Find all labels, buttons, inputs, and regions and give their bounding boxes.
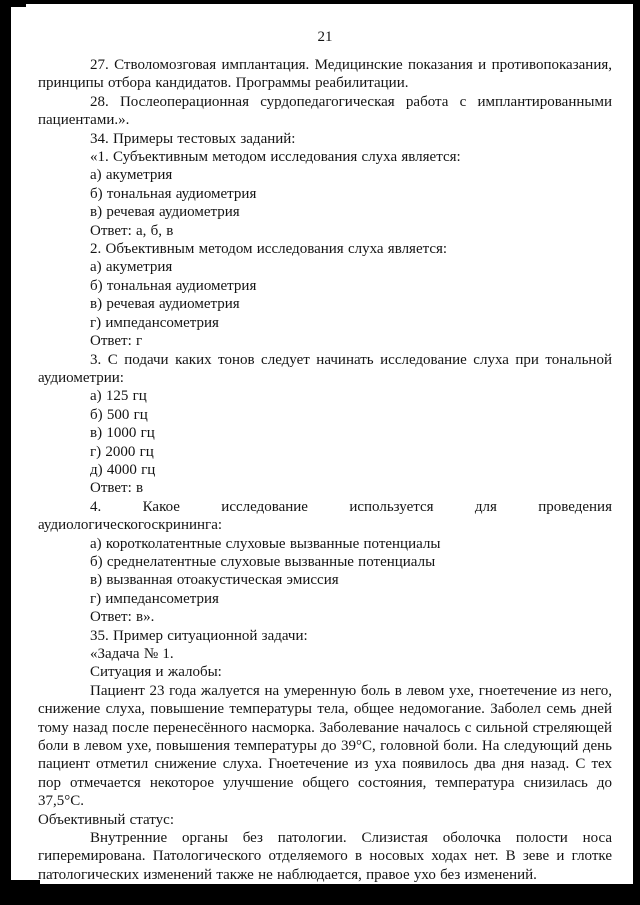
paragraph: б) тональная аудиометрия [90, 277, 257, 294]
paragraph: 34. Примеры тестовых заданий: [90, 130, 296, 147]
paragraph: 35. Пример ситуационной задачи: [90, 627, 308, 644]
paragraph: 27. Стволомозговая имплантация. Медицинские показания и противопоказания, принципы отбора кандидатов. Программы реабилитации. [38, 57, 612, 92]
paragraph: б) тональная аудиометрия [90, 185, 257, 202]
paragraph: Пациент 23 года жалуется на умеренную боль в левом ухе, гноетечение из него, снижение слуха, повышение температуры тела, общее недомогание. Заболел семь дней тому назад после перенесённого насморка. Заболевание началось с сильной стреляющей боли в левом ухе, повышения температуры до 39°С, головной боли. На следующий день пациент отметил снижение слуха. Гноетечение из уха появилось два дня назад. С тех пор отмечается некоторое улучшение общего состояния, температура снизилась до 37,5°С. [38, 682, 612, 810]
paragraph: 4. Какое исследование используется для проведения аудиологическогоскрининга: [38, 498, 612, 534]
scan-edge-top [0, 0, 640, 4]
paragraph: 28. Послеоперационная сурдопедагогическая работа с имплантированными пациентами.». [38, 93, 612, 129]
paragraph: 2. Объективным методом исследования слуха является: [90, 241, 448, 258]
paragraph: «1. Субъективным методом исследования слуха является: [90, 149, 461, 166]
paragraph: Внутренние органы без патологии. Слизистая оболочка полости носа гиперемирована. Патологического отделяемого в носовых ходах нет. В зеве и глотке патологических изменений также не наблюдается, правое ухо без изменений. [38, 830, 612, 883]
paragraph: г) импедансометрия [90, 590, 219, 607]
paragraph: «Задача № 1. [90, 646, 174, 662]
paragraph: 3. С подачи каких тонов следует начинать исследование слуха при тональной аудиометрии: [38, 351, 612, 386]
paragraph: Ответ: г [90, 333, 143, 350]
paragraph: Ответ: а, б, в [90, 222, 174, 239]
document-body [38, 56, 612, 884]
paragraph: а) акуметрия [90, 167, 173, 184]
paragraph: а) коротколатентные слуховые вызванные потенциалы [90, 535, 441, 552]
scan-edge-bottom-blob [0, 880, 40, 884]
paragraph: г) импедансометрия [90, 314, 219, 331]
paragraph: в) речевая аудиометрия [90, 204, 240, 221]
paragraph: в) вызванная отоакустическая эмиссия [90, 572, 339, 589]
scan-edge-bottom [0, 884, 640, 905]
paragraph: в) речевая аудиометрия [90, 296, 240, 313]
page-number: 21 [317, 29, 333, 45]
paragraph: в) 1000 гц [90, 425, 155, 442]
paragraph: б) 500 гц [90, 406, 148, 423]
paragraph: Объективный статус: [38, 811, 174, 828]
paragraph: б) среднелатентные слуховые вызванные потенциалы [90, 553, 436, 570]
scan-edge-left [0, 6, 11, 905]
paragraph: г) 2000 гц [90, 443, 154, 460]
scan-edge-right [633, 0, 640, 905]
paragraph: Ситуация и жалобы: [90, 664, 222, 681]
page-content [38, 28, 612, 884]
paragraph: д) 4000 гц [90, 461, 156, 478]
paragraph: Ответ: в [90, 480, 144, 497]
paragraph: а) акуметрия [90, 259, 173, 276]
paragraph: Ответ: в». [90, 609, 155, 626]
paragraph: а) 125 гц [90, 388, 147, 405]
